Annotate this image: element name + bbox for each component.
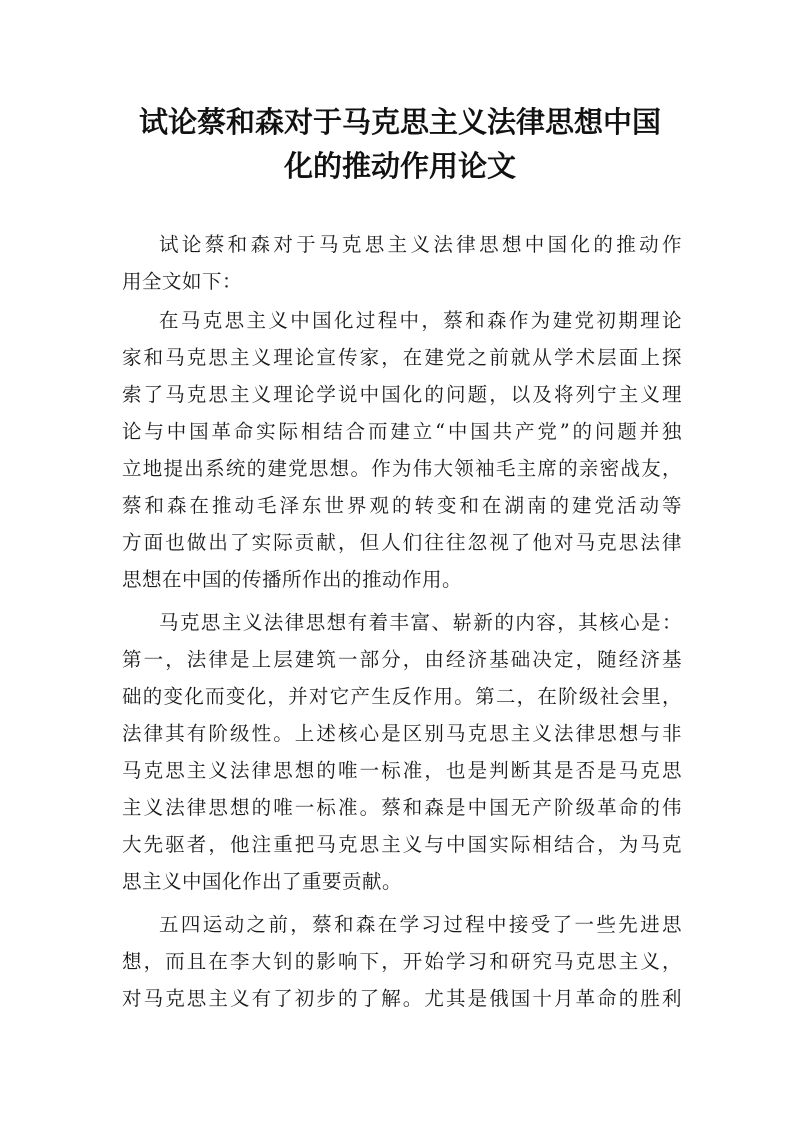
title-line: 化的推动作用论文 xyxy=(283,149,516,183)
title-line: 试论蔡和森对于马克思主义法律思想中国 xyxy=(138,105,661,139)
paragraph xyxy=(122,604,682,900)
document-body xyxy=(122,226,682,1023)
text-line: 马克思主义法律思想的唯一标准，也是判断其是否是马克思 xyxy=(122,759,682,782)
text-line: 对马克思主义有了初步的了解。尤其是俄国十月革命的胜利 xyxy=(122,987,682,1010)
text-line: 五四运动之前，蔡和森在学习过程中接受了一些先进思 xyxy=(159,913,682,936)
text-line: 试论蔡和森对于马克思主义法律思想中国化的推动作 xyxy=(159,233,682,256)
text-line: 马克思主义法律思想有着丰富、崭新的内容，其核心是： xyxy=(159,611,682,634)
text-line: 第一，法律是上层建筑一部分，由经济基础决定，随经济基 xyxy=(122,648,682,671)
text-line: 索了马克思主义理论学说中国化的问题，以及将列宁主义理 xyxy=(122,383,682,406)
text-line: 用全文如下： xyxy=(122,270,243,293)
text-line: 思主义中国化作出了重要贡献。 xyxy=(122,870,403,893)
text-line: 思想在中国的传播所作出的推动作用。 xyxy=(122,568,463,591)
text-line: 法律其有阶级性。上述核心是区别马克思主义法律思想与非 xyxy=(122,722,682,745)
text-line: 蔡和森在推动毛泽东世界观的转变和在湖南的建党活动等 xyxy=(122,494,682,517)
text-line: 论与中国革命实际相结合而建立“中国共产党”的问题并独 xyxy=(122,420,682,443)
text-line: 想，而且在李大钊的影响下，开始学习和研究马克思主义， xyxy=(122,950,682,973)
paragraph xyxy=(122,906,682,1017)
text-line: 家和马克思主义理论宣传家，在建党之前就从学术层面上探 xyxy=(122,346,682,369)
document-title xyxy=(100,100,700,188)
paragraph xyxy=(122,226,682,300)
text-line: 大先驱者，他注重把马克思主义与中国实际相结合，为马克 xyxy=(122,833,682,856)
text-line: 方面也做出了实际贡献，但人们往往忽视了他对马克思法律 xyxy=(122,531,682,554)
text-line: 主义法律思想的唯一标准。蔡和森是中国无产阶级革命的伟 xyxy=(122,796,682,819)
text-line: 立地提出系统的建党思想。作为伟大领袖毛主席的亲密战友， xyxy=(122,457,682,480)
paragraph xyxy=(122,302,682,598)
text-line: 础的变化而变化，并对它产生反作用。第二，在阶级社会里， xyxy=(122,685,682,708)
text-line: 在马克思主义中国化过程中，蔡和森作为建党初期理论 xyxy=(159,309,682,332)
